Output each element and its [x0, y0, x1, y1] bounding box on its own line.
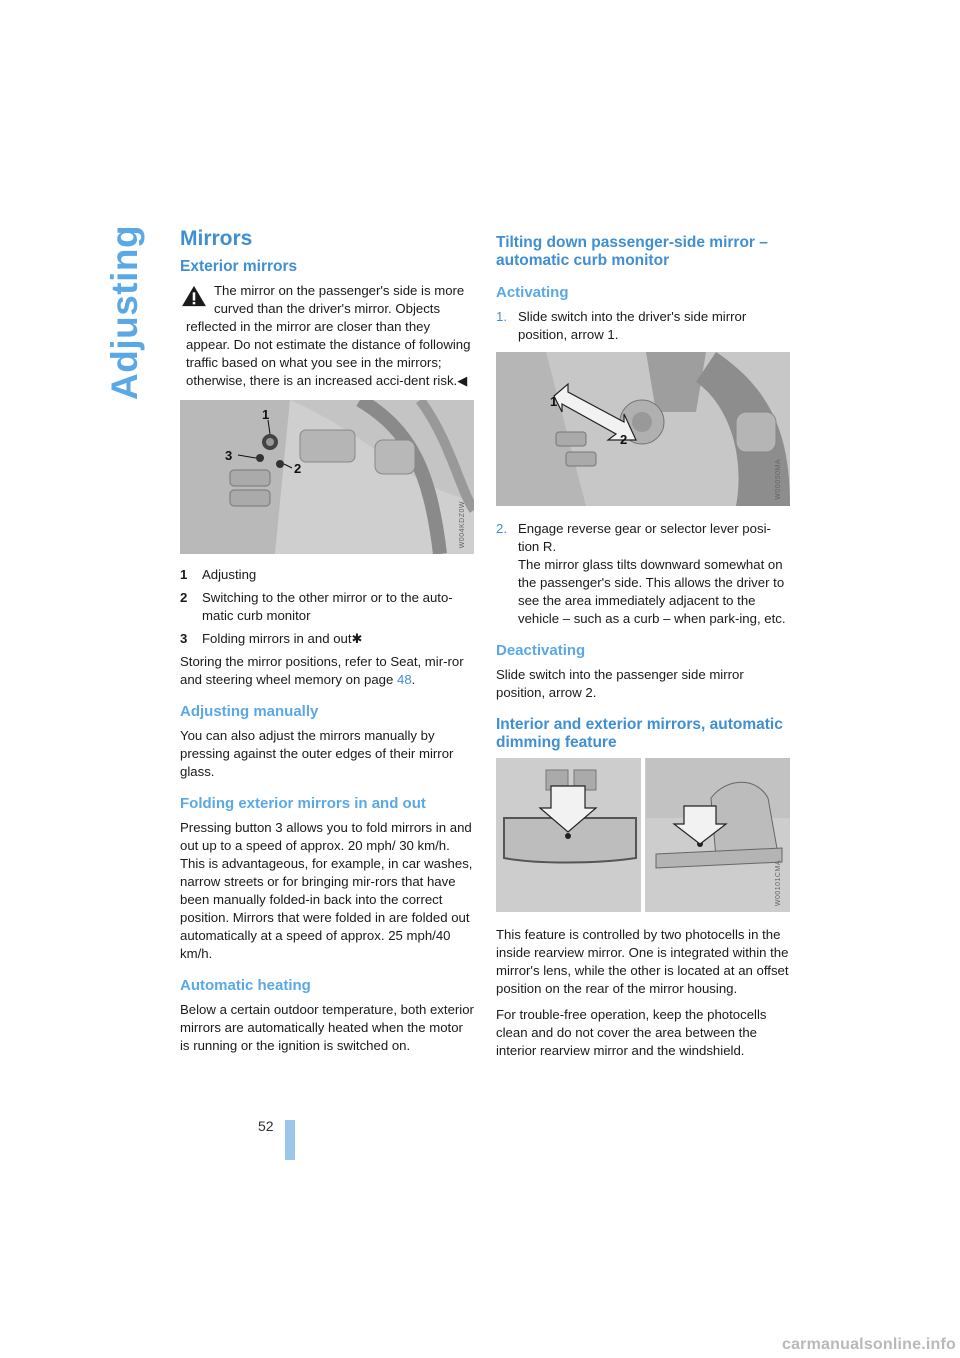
legend-number: 2	[180, 590, 188, 605]
step-1-number: 1.	[496, 309, 507, 324]
page-number: 52	[258, 1118, 274, 1134]
step-2	[496, 520, 792, 628]
figure2-label-1: 1	[550, 394, 558, 409]
dimming-mirror-figure	[496, 758, 790, 912]
step-1-text: Slide switch into the driver's side mirror position, arrow 1.	[518, 309, 747, 342]
figure2-label-2: 2	[620, 432, 628, 447]
storing-text: Storing the mirror positions, refer to Seat, mir-ror and steering wheel memory on page	[180, 654, 464, 687]
storing-paragraph	[180, 653, 476, 689]
mirror-switch-figure	[180, 400, 474, 554]
activating-heading: Activating	[496, 284, 569, 301]
adjusting-manually-heading: Adjusting manually	[180, 703, 319, 720]
deactivating-text: Slide switch into the passenger side mirror position, arrow 2.	[496, 667, 744, 700]
automatic-heating-text: Below a certain outdoor temperature, both exterior mirrors are automatically heated when the motor is running or the ignition is switched on.	[180, 1002, 474, 1053]
left-column	[180, 227, 476, 1063]
legend-item	[180, 589, 476, 625]
step-2-content	[518, 520, 792, 628]
dimming-mirror-illustration	[496, 758, 790, 912]
folding-heading: Folding exterior mirrors in and out	[180, 795, 426, 812]
exterior-mirrors-heading: Exterior mirrors	[180, 258, 298, 275]
warning-text: The mirror on the passenger's side is more curved than the driver's mirror. Objects reflected in the mirror are closer than they appear. Do not estimate the distance of following traffic based on what you see in the mirrors; otherwise, there is an increased acci-dent risk.◀	[186, 283, 471, 388]
switch-position-figure	[496, 352, 790, 506]
folding-text: Pressing button 3 allows you to fold mirrors in and out up to a speed of approx. 20 mph/ 30 km/h. This is advantageous, for example, in car washes, narrow streets or for bringing mir-rors that have been manually folded-in back into the correct position. Mirrors that were folded in are folded out automatically at a speed of approx. 25 mph/40 km/h.	[180, 820, 473, 961]
page-48-link[interactable]: 48	[397, 672, 412, 687]
legend-item	[180, 566, 476, 584]
legend-number: 3	[180, 631, 188, 646]
warning-triangle-icon	[180, 285, 208, 307]
legend-list	[180, 566, 476, 648]
watermark-text: carmanualsonline.info	[781, 1336, 956, 1353]
step-2-detail: The mirror glass tilts downward somewhat on the passenger's side. This allows the driver to see the area immediately adjacent to the vehicle – such as a curb – when park-ing, etc.	[518, 557, 786, 626]
step-2-text: Engage reverse gear or selector lever posi-tion R.	[518, 521, 771, 554]
step-2-number: 2.	[496, 521, 507, 536]
deactivating-heading: Deactivating	[496, 642, 586, 659]
legend-number: 1	[180, 567, 188, 582]
figure1-label-3: 3	[225, 448, 233, 463]
switch-position-illustration	[496, 352, 790, 506]
mirror-switch-illustration	[180, 400, 474, 554]
section-side-tab	[104, 224, 164, 400]
legend-text: Folding mirrors in and out✱	[202, 631, 363, 646]
warning-block	[180, 282, 476, 390]
page-title: Mirrors	[180, 227, 253, 250]
figure1-label-2: 2	[294, 461, 302, 476]
section-side-tab-label: Adjusting	[104, 224, 145, 400]
adjusting-manually-text: You can also adjust the mirrors manually by pressing against the outer edges of their mirror glass.	[180, 728, 454, 779]
dimming-text-2: For trouble-free operation, keep the photocells clean and do not cover the area between the interior rearview mirror and the windshield.	[496, 1007, 767, 1058]
figure1-code: W004KDZ0W	[459, 500, 466, 548]
figure2-code: W00050MA	[775, 459, 782, 500]
automatic-heating-heading: Automatic heating	[180, 977, 311, 994]
figure3-code: W00101CMA	[775, 859, 782, 906]
dimming-heading: Interior and exterior mirrors, automatic dimming feature	[496, 716, 783, 751]
legend-item	[180, 630, 476, 648]
legend-text: Adjusting	[202, 567, 257, 582]
tilting-heading: Tilting down passenger-side mirror – automatic curb monitor	[496, 234, 768, 269]
legend-text: Switching to the other mirror or to the auto-matic curb monitor	[202, 590, 453, 623]
dimming-text-1: This feature is controlled by two photocells in the inside rearview mirror. One is integrated within the mirror's lens, while the other is located at an offset position on the rear of the mirror housing.	[496, 927, 789, 996]
figure1-label-1: 1	[262, 407, 270, 422]
step-1	[496, 308, 792, 344]
page-number-bar	[285, 1120, 295, 1160]
right-column	[496, 230, 792, 1068]
storing-text-end: .	[411, 672, 416, 687]
